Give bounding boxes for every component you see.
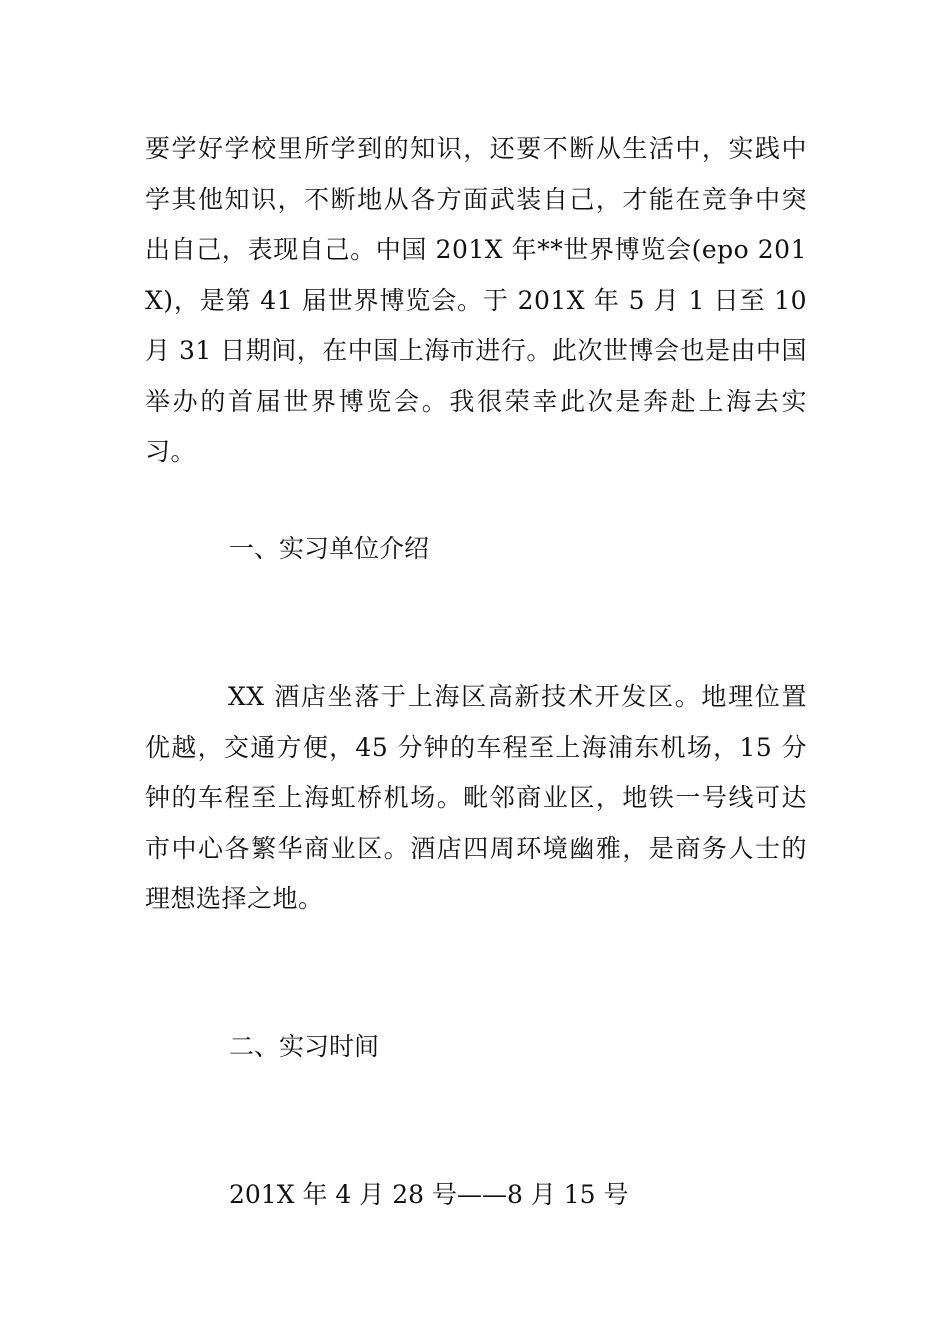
internship-time-value: 201X 年 4 月 28 号——8 月 15 号 (229, 1180, 629, 1209)
section-heading-internship-unit: 一、实习单位介绍 (229, 534, 430, 563)
intro-paragraph: 要学好学校里所学到的知识，还要不断从生活中，实践中学其他知识，不断地从各方面武装自己，才能在竞争中突出自己，表现自己。中国 201X 年**世界博览会(epo 201X)，是第 41 届世界博览会。于 201X 年 5 月 1 日至 10 月 31 日期间，在中国上海市进行。此次世博会也是由中国举办的首届世界博览会。我很荣幸此次是奔赴上海去实习。 (145, 134, 807, 466)
internship-unit-paragraph: XX 酒店坐落于上海区高新技术开发区。地理位置优越，交通方便，45 分钟的车程至上海浦东机场，15 分钟的车程至上海虹桥机场。毗邻商业区，地铁一号线可达市中心各繁华商业区。酒店四周环境幽雅，是商务人士的理想选择之地。 (145, 682, 807, 913)
section-heading-internship-time: 二、实习时间 (229, 1032, 380, 1061)
